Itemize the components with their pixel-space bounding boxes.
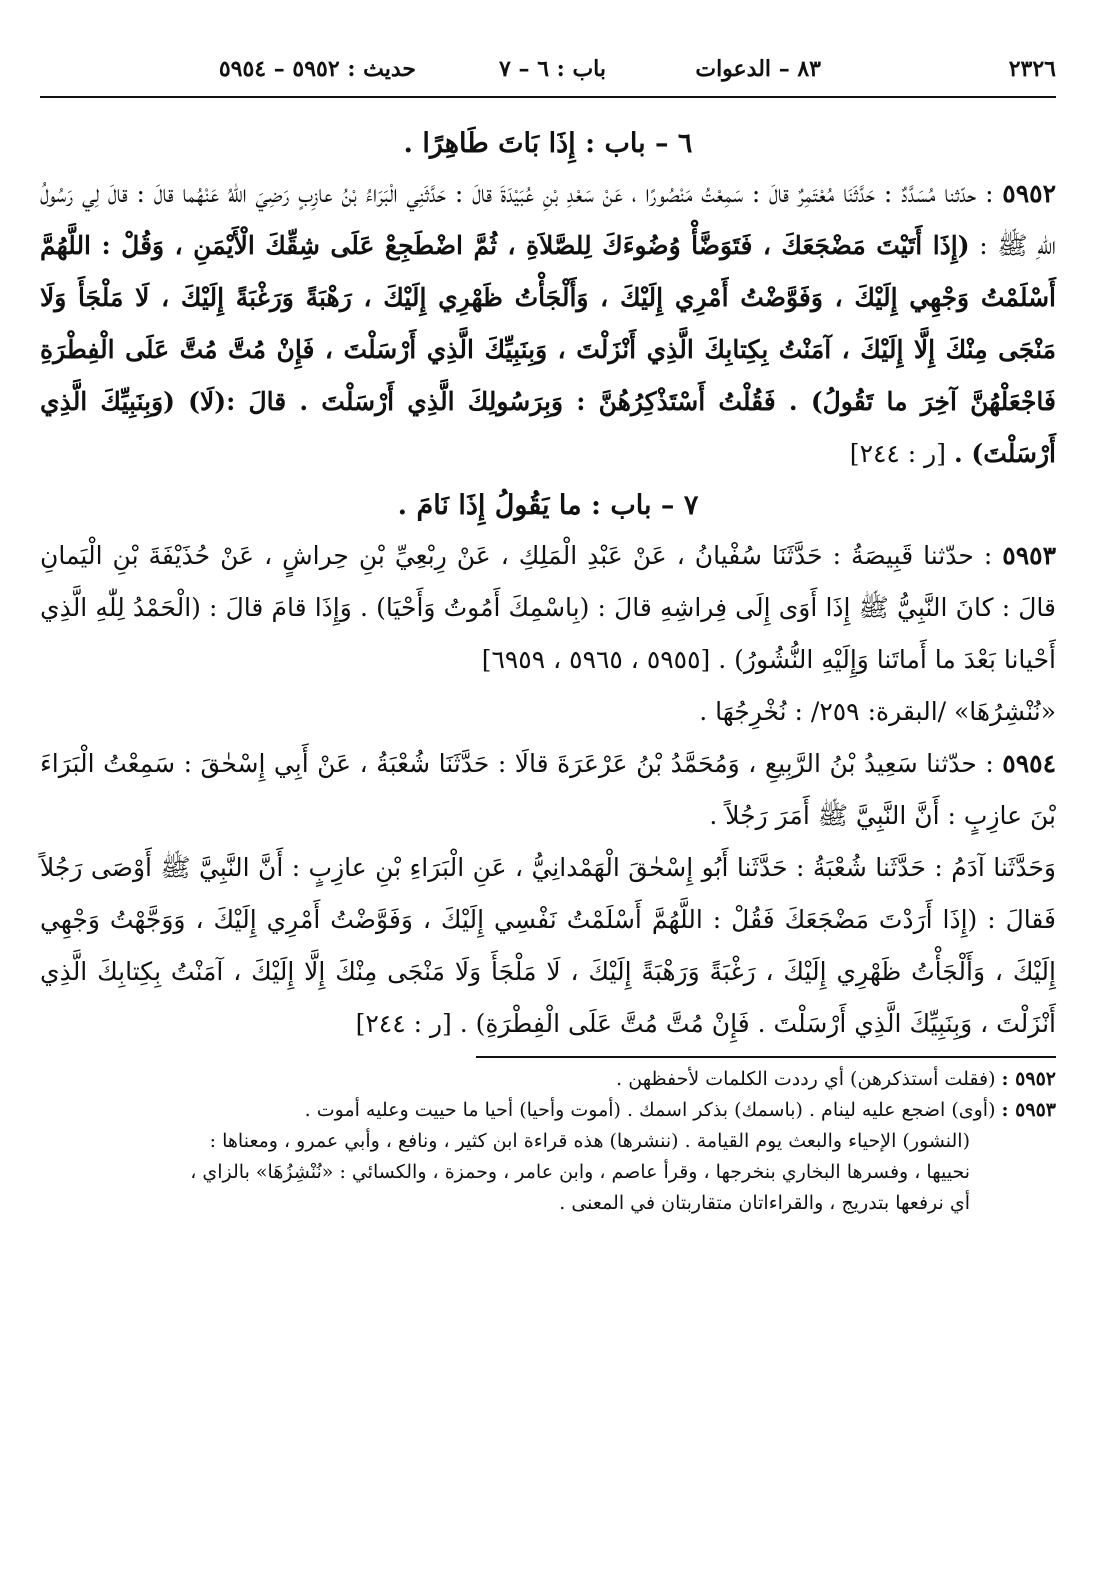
footnote-text: (فقلت أستذكرهن) أي رددت الكلمات لأحفظهن . [616,1068,996,1090]
hadith-5953 [40,530,1056,686]
hadith-range: حديث : ٥٩٥٢ – ٥٩٥٤ [218,56,416,82]
main-text [40,118,1056,1219]
hadith-isnad: : حدّثنا مُسَدَّدٌ : حَدَّثَنَا مُعْتَمِرٌ قالَ : سَمِعْتُ مَنْصُورًا ، عَنْ سَعْدِ بْنِ عُبَيْدَةَ قالَ : حَدَّثَنِي الْبَرَاءُ بْنُ عازِبٍ رَضِيَ اللّٰهُ عَنْهُما قالَ : قالَ لِي رَسُولُ اللّٰهِ ﷺ : [40,179,1056,260]
footnote-number: ٥٩٥٢ : [1001,1068,1056,1090]
footnote-line: أي نرفعها بتدريج ، والقراءاتان متقاربتان في المعنى . [559,1192,970,1214]
footnotes [40,1064,1056,1219]
chapter-range: باب : ٦ – ٧ [499,56,606,82]
footnote-line: (النشور) الإحياء والبعث يوم القيامة . (ننشرها) هذه قراءة ابن كثير ، ونافع ، وأبي عمرو ، ومعناها : [209,1130,970,1152]
hadith-number: ٥٩٥٣ [1002,541,1056,570]
hadith-reference: [٥٩٥٥ ، ٥٩٦٥ ، ٦٩٥٩] [481,645,711,674]
hadith-number: ٥٩٥٤ [1002,749,1056,778]
book-page [40,0,1056,1588]
footnote-divider [476,1056,1056,1058]
footnote-line: نحييها ، وفسرها البخاري بنخرجها ، وقرأ عاصم ، وابن عامر ، وحمزة ، والكسائي : «نُنْشِزُهَا» بالزاي ، [190,1161,970,1183]
header-divider [40,96,1056,98]
chapter-heading-6: ٦ – باب : إِذَا بَاتَ طَاهِرًا . [403,128,693,159]
hadith-text: : حدّثنا سَعِيدُ بْنُ الرَّبِيعِ ، وَمُحَمَّدُ بْنُ عَرْعَرَةَ قالَا : حَدَّثَنَا شُعْبَةُ ، عَنْ أَبِي إِسْحٰقَ : سَمِعْتُ الْبَرَاءَ بْنَ عازِبٍ : أَنَّ النَّبِيَّ ﷺ أَمَرَ رَجُلاً . [40,749,1056,830]
page-number: ٢٣٢٦ [1008,56,1056,82]
hadith-text: وَحَدَّثَنا آدَمُ : حَدَّثَنا شُعْبَةُ : حَدَّثَنا أَبُو إِسْحٰقَ الْهَمْدانِيُّ ، عَنِ الْبَرَاءِ بْنِ عازِبٍ : أَنَّ النَّبِيَّ ﷺ أَوْصَى رَجُلاً فَقالَ : (إِذَا أَرَدْتَ مَضْجَعَكَ فَقُلْ : اللَّهُمَّ أَسْلَمْتُ نَفْسِي إِلَيْكَ ، وَفَوَّضْتُ أَمْرِي إِلَيْكَ ، وَوَجَّهْتُ وَجْهِي إِلَيْكَ ، وَأَلْجَأْتُ ظَهْرِي إِلَيْكَ ، رَغْبَةً وَرَهْبَةً إِلَيْكَ ، لَا مَلْجَأَ وَلَا مَنْجَى مِنْكَ إِلَّا إِلَيْكَ ، آمَنْتُ بِكِتابِكَ الَّذِي أَنْزَلْتَ ، وَبِنَبِيِّكَ الَّذِي أَرْسَلْتَ . فَإِنْ مُتَّ مُتَّ عَلَى الْفِطْرَةِ) . [40,853,1057,1038]
footnote-number: ٥٩٥٣ : [1001,1099,1056,1121]
hadith-5954 [40,738,1056,842]
footnote-5952 [40,1064,1056,1095]
book-title: ٨٣ – الدعوات [695,56,821,82]
running-header [40,52,1056,92]
hadith-number: ٥٩٥٢ [1002,179,1057,208]
hadith-reference: [ر : ٢٤٤] [355,1009,452,1038]
footnote-text: (أوى) اضجع عليه لينام . (باسمك) بذكر اسمك . (أموت وأحيا) أحيا ما حييت وعليه أموت . [304,1099,996,1121]
hadith-reference: [ر : ٢٤٤] [849,439,947,468]
hadith-matn: (إِذَا أَتَيْتَ مَضْجَعَكَ ، فَتَوَضَّأْ وُضُوءَكَ لِلصَّلاَةِ ، ثُمَّ اضْطَجِعْ عَلَى شِقِّكَ الْأَيْمَنِ ، وَقُلْ : اللَّهُمَّ أَسْلَمْتُ وَجْهِي إِلَيْكَ ، وَفَوَّضْتُ أَمْرِي إِلَيْكَ ، وَأَلْجَأْتُ ظَهْرِي إِلَيْكَ ، رَهْبَةً وَرَغْبَةً إِلَيْكَ ، لَا مَلْجَأَ وَلَا مَنْجَى مِنْكَ إِلَّا إِلَيْكَ ، آمَنْتُ بِكِتابِكَ الَّذِي أَنْزَلْتَ ، وَبِنَبِيِّكَ الَّذِي أَرْسَلْتَ ، فَإِنْ مُتَّ مُتَّ عَلَى الْفِطْرَةِ فَاجْعَلْهُنَّ آخِرَ ما تَقُولُ) . فَقُلْتُ أَسْتَذْكِرُهُنَّ : وَبِرَسُولِكَ الَّذِي أَرْسَلْتَ . قالَ :(لَا) (وَبِنَبِيِّكَ الَّذِي أَرْسَلْتَ) . [40,231,1056,468]
chapter-heading-7: ٧ – باب : ما يَقُولُ إِذَا نَامَ . [397,490,699,521]
hadith-text: : حدّثنا قَبِيصَةُ : حَدَّثَنَا سُفْيانُ ، عَنْ عَبْدِ الْمَلِكِ ، عَنْ رِبْعِيِّ بْنِ حِراشٍ ، عَنْ حُذَيْفَةَ بْنِ الْيَمانِ قالَ : كانَ النَّبِيُّ ﷺ إِذَا أَوَى إِلَى فِراشِهِ قالَ : (بِاسْمِكَ أَمُوتُ وَأَحْيَا) . وَإِذَا قامَ قالَ : (الْحَمْدُ لِلّٰهِ الَّذِي أَحْيانا بَعْدَ ما أَماتَنا وَإِلَيْهِ النُّشُورُ) . [40,541,1056,674]
footnote-5953 [40,1095,1056,1126]
hadith-5954-continued [40,842,1056,1050]
quran-note: «نُنْشِرُهَا» /البقرة: ٢٥٩/ : نُخْرِجُهَا . [699,697,1056,726]
hadith-5952 [40,168,1056,480]
